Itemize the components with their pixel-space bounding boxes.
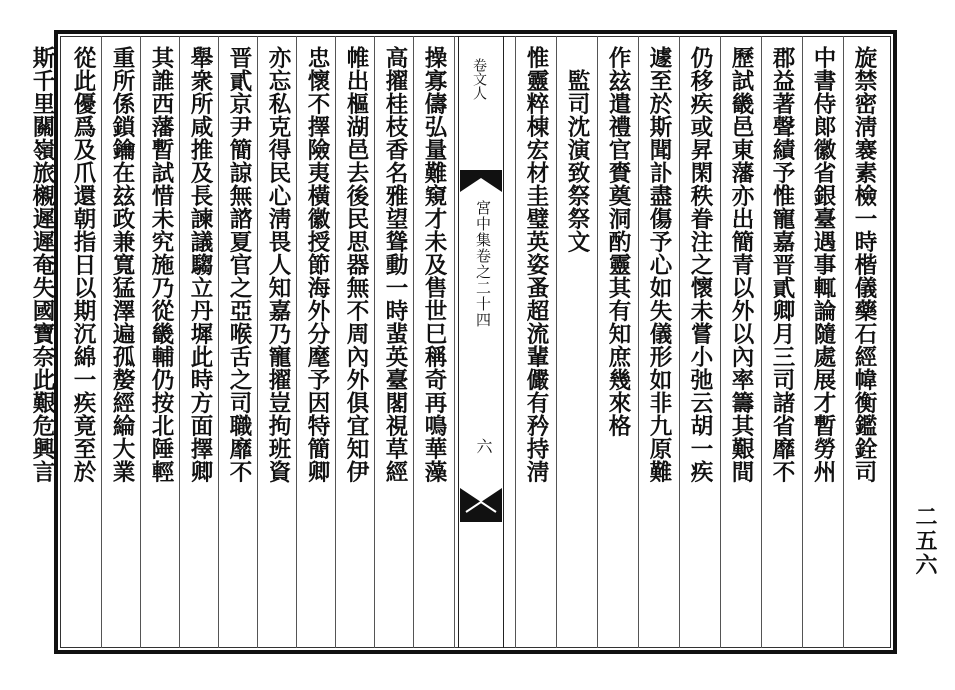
column-divider (218, 36, 219, 648)
column-divider (843, 36, 844, 648)
column-divider (720, 36, 721, 648)
column-divider (679, 36, 680, 648)
fold-leaf-number: 六 (474, 438, 493, 455)
text-column-l11: 斯千里關嶺旅櫬遲遲奄失國寶奈此艱危興言 (29, 46, 55, 483)
center-fold (458, 36, 504, 648)
text-column-r5: 仍移疾或昇閑秩眷注之懷未嘗小弛云胡一疾 (687, 46, 713, 483)
fishtail-lower-icon (460, 482, 502, 522)
column-divider (761, 36, 762, 648)
text-column-l10: 從此優爲及爪還朝指日以期沉綿一疾竟至於 (70, 46, 96, 483)
text-column-r2: 中書侍郞徽省銀臺遇事輒論隨處展才暫勞州 (810, 46, 836, 483)
text-column-r7: 作玆遣禮官賚奠洞酌靈其有知庶幾來格 (605, 46, 631, 437)
column-divider (374, 36, 375, 648)
text-column-r6: 遽至於斯聞訃盡傷予心如失儀形如非九原難 (646, 46, 672, 483)
text-column-r1: 旋禁密淸褰素檢一時楷儀藥石經幃衡鑑銓司 (851, 46, 877, 483)
fishtail-upper-icon (460, 170, 502, 192)
text-column-l9: 重所係鎖鑰在玆政兼寬猛澤遍孤嫠經綸大業 (109, 46, 135, 483)
text-column-l5: 亦忘私克得民心淸畏人知嘉乃寵擢豈拘班資 (265, 46, 291, 483)
text-column-l6: 晋貳京尹簡諒無諮夏官之亞喉舌之司職靡不 (226, 46, 252, 483)
column-divider (802, 36, 803, 648)
text-column-r3: 郡益著聲績予惟寵嘉晋貳卿月三司諸省靡不 (769, 46, 795, 483)
column-divider (556, 36, 557, 648)
text-column-l2: 高擢桂枝香名雅望聳動一時蜚英臺閣視草經 (382, 46, 408, 483)
column-divider (257, 36, 258, 648)
column-divider (638, 36, 639, 648)
column-divider (179, 36, 180, 648)
text-column-r4: 歷試畿邑東藩亦出簡青以外以內率籌其艱間 (728, 46, 754, 483)
text-column-l3: 帷出樞湖邑去後民思器無不周內外俱宜知伊 (343, 46, 369, 483)
page-number: 二五六 (912, 505, 938, 577)
text-column-l7: 舉衆所咸推及長諫議騶立丹墀此時方面擇卿 (187, 46, 213, 483)
column-divider (101, 36, 102, 648)
fold-top-label: 卷文人 (471, 58, 487, 100)
text-column-r9: 惟靈粹棟宏材圭璧英姿蚤超流輩儼有矜持淸 (523, 46, 549, 483)
text-column-l1: 操寡儔弘量難窺才未及售世巳稱奇再鳴華藻 (421, 46, 447, 483)
section-title-column: 監司沈演致祭祭文 (564, 46, 590, 253)
text-column-l8: 其誰西藩暫試惜未究施乃從畿輔仍按北陲輕 (148, 46, 174, 483)
column-divider (413, 36, 414, 648)
column-divider (140, 36, 141, 648)
column-divider (515, 36, 516, 648)
column-divider (454, 36, 455, 648)
column-divider (597, 36, 598, 648)
column-divider (296, 36, 297, 648)
column-divider (335, 36, 336, 648)
fold-book-title: 宮中集卷之二十四 (474, 200, 492, 328)
text-column-l4: 忠懷不擇險夷橫徽授節海外分麾予因特簡卿 (304, 46, 330, 483)
